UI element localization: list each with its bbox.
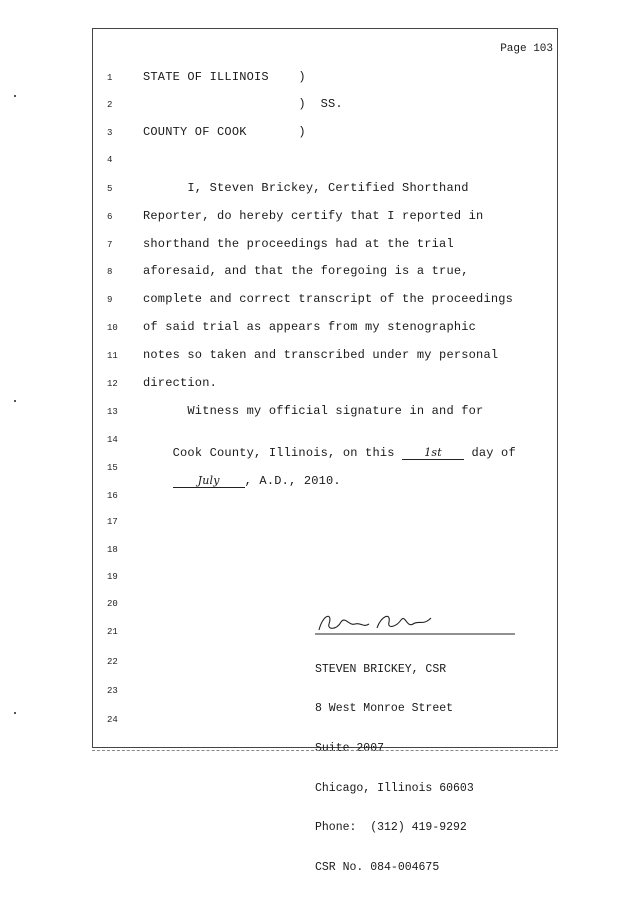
csr-number: CSR No. 084-004675 xyxy=(315,860,440,874)
reporter-name: STEVEN BRICKEY, CSR xyxy=(315,662,447,676)
line-number: 16 xyxy=(107,491,118,501)
line-text: Reporter, do hereby certify that I reported in xyxy=(143,209,484,223)
line-text: aforesaid, and that the foregoing is a true, xyxy=(143,264,469,278)
line-number: 9 xyxy=(107,295,113,305)
line-text: notes so taken and transcribed under my personal xyxy=(143,348,499,362)
line-number: 4 xyxy=(107,155,113,165)
line-number: 14 xyxy=(107,435,118,445)
line-15-suffix: , A.D., 2010. xyxy=(244,474,341,488)
line-number: 20 xyxy=(107,599,118,609)
address-street: 8 West Monroe Street xyxy=(315,702,454,716)
line-number: 10 xyxy=(107,323,118,333)
month-blank: July xyxy=(173,474,245,488)
line-number: 11 xyxy=(107,351,118,361)
address-suite: Suite 2007 xyxy=(315,742,385,756)
line-number: 15 xyxy=(107,463,118,473)
scan-speck xyxy=(14,95,16,97)
signature-block xyxy=(315,584,515,900)
line-number: 1 xyxy=(107,73,113,83)
line-text: complete and correct transcript of the proceedings xyxy=(143,292,514,306)
line-number: 6 xyxy=(107,212,113,222)
address-city: Chicago, Illinois 60603 xyxy=(315,781,474,795)
reporter-phone: Phone: (312) 419-9292 xyxy=(315,821,467,835)
line-text: shorthand the proceedings had at the trial xyxy=(143,237,454,251)
transcript-page xyxy=(92,28,558,874)
line-number: 12 xyxy=(107,379,118,389)
line-number: 13 xyxy=(107,407,118,417)
line-14-suffix: day of xyxy=(464,446,516,460)
line-text: I, Steven Brickey, Certified Shorthand xyxy=(143,181,469,195)
handwritten-signature xyxy=(315,610,515,636)
scan-bottom-edge xyxy=(92,750,558,753)
line-number: 21 xyxy=(107,627,118,637)
line-number: 8 xyxy=(107,267,113,277)
line-15-text xyxy=(143,460,341,502)
line-text: STATE OF ILLINOIS ) xyxy=(143,70,306,84)
line-text: ) SS. xyxy=(143,97,343,111)
line-text: COUNTY OF COOK ) xyxy=(143,125,306,139)
line-number: 23 xyxy=(107,686,118,696)
scan-speck xyxy=(14,400,16,402)
scan-speck xyxy=(14,712,16,714)
line-number: 17 xyxy=(107,517,118,527)
line-number: 5 xyxy=(107,184,113,194)
line-number: 7 xyxy=(107,240,113,250)
page-number: Page 103 xyxy=(500,43,553,55)
line-text: Witness my official signature in and for xyxy=(143,404,484,418)
line-14-prefix: Cook County, Illinois, on this xyxy=(172,446,403,460)
line-text: of said trial as appears from my stenographic xyxy=(143,320,477,334)
line-number: 22 xyxy=(107,657,118,667)
line-number: 19 xyxy=(107,572,118,582)
line-number: 3 xyxy=(107,128,113,138)
line-number: 18 xyxy=(107,545,118,555)
line-number: 2 xyxy=(107,100,113,110)
line-text: direction. xyxy=(143,376,218,390)
day-blank: 1st xyxy=(402,446,464,460)
line-number: 24 xyxy=(107,715,118,725)
